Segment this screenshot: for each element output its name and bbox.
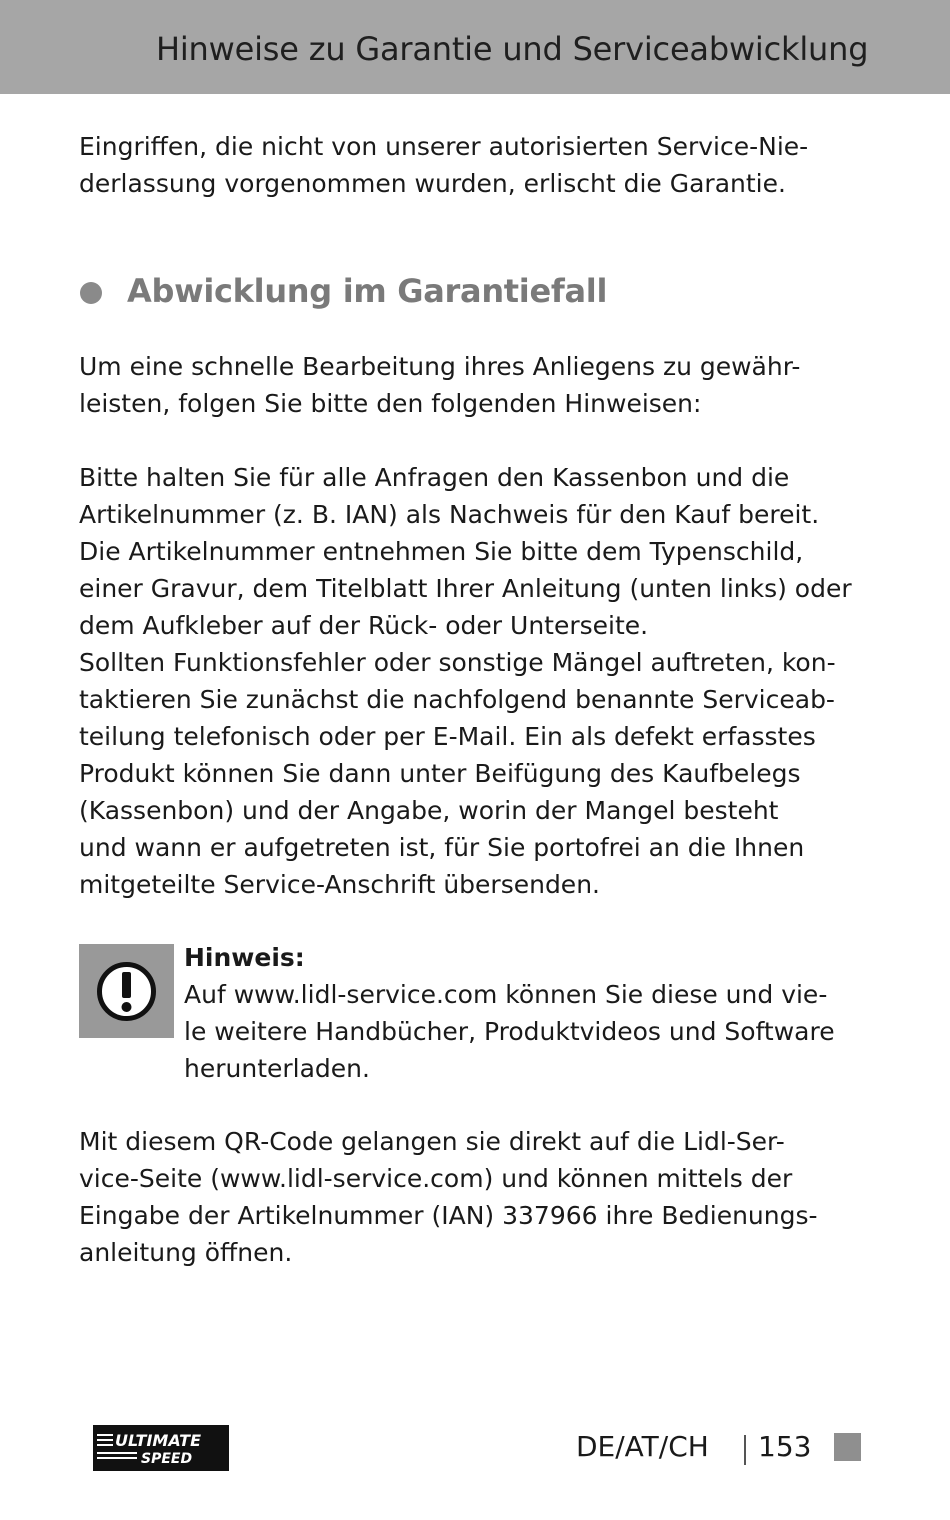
text-line: Bitte halten Sie für alle Anfragen den Kassenbon und die	[79, 463, 790, 492]
footer-region: DE/AT/CH	[576, 1430, 709, 1463]
logo-text-top: ULTIMATE	[115, 1431, 202, 1450]
text-line: Um eine schnelle Bearbeitung ihres Anliegens zu gewähr-	[79, 352, 801, 381]
exclamation-circle-icon	[95, 960, 158, 1023]
text-line: leisten, folgen Sie bitte den folgenden Hinweisen:	[79, 389, 702, 418]
text-line: Sollten Funktionsfehler oder sonstige Mängel auftreten, kon-	[79, 648, 836, 677]
text-line: taktieren Sie zunächst die nachfolgend benannte Serviceab-	[79, 685, 835, 714]
brand-logo	[93, 1425, 229, 1471]
intro-paragraph	[79, 128, 879, 202]
logo-text-bottom: SPEED	[141, 1451, 193, 1467]
text-line: Die Artikelnummer entnehmen Sie bitte dem Typenschild,	[79, 537, 804, 566]
text-line: derlassung vorgenommen wurden, erlischt die Garantie.	[79, 169, 786, 198]
text-line: dem Aufkleber auf der Rück- oder Unterseite.	[79, 611, 649, 640]
text-line: Produkt können Sie dann unter Beifügung des Kaufbelegs	[79, 759, 801, 788]
bullet-icon	[80, 282, 102, 304]
paragraph-instructions	[79, 459, 879, 903]
note-icon-box	[79, 944, 174, 1038]
note-text-line: le weitere Handbücher, Produktvideos und Software	[184, 1017, 835, 1046]
footer-divider	[744, 1435, 746, 1465]
header-title: Hinweise zu Garantie und Serviceabwicklung	[156, 30, 869, 68]
note-heading: Hinweis:	[184, 943, 305, 972]
text-line: anleitung öffnen.	[79, 1238, 293, 1267]
text-line: Eingabe der Artikelnummer (IAN) 337966 ihre Bedienungs-	[79, 1201, 818, 1230]
paragraph-intro-handling	[79, 348, 879, 422]
page-marker-square	[834, 1433, 861, 1461]
paragraph-qr-code	[79, 1123, 879, 1271]
note-text-line: Auf www.lidl-service.com können Sie diese und vie-	[184, 980, 828, 1009]
page-header	[0, 0, 950, 94]
text-line: Artikelnummer (z. B. IAN) als Nachweis für den Kauf bereit.	[79, 500, 820, 529]
text-line: (Kassenbon) und der Angabe, worin der Mangel besteht	[79, 796, 779, 825]
text-line: und wann er aufgetreten ist, für Sie portofrei an die Ihnen	[79, 833, 805, 862]
note-text-line: herunterladen.	[184, 1054, 370, 1083]
section-title: Abwicklung im Garantiefall	[127, 272, 608, 310]
text-line: teilung telefonisch oder per E-Mail. Ein als defekt erfasstes	[79, 722, 816, 751]
text-line: Eingriffen, die nicht von unserer autorisierten Service-Nie-	[79, 132, 809, 161]
text-line: Mit diesem QR-Code gelangen sie direkt auf die Lidl-Ser-	[79, 1127, 785, 1156]
text-line: vice-Seite (www.lidl-service.com) und können mittels der	[79, 1164, 793, 1193]
text-line: einer Gravur, dem Titelblatt Ihrer Anleitung (unten links) oder	[79, 574, 852, 603]
note-block	[184, 939, 884, 1087]
page-number: 153	[758, 1430, 812, 1463]
text-line: mitgeteilte Service-Anschrift übersenden.	[79, 870, 600, 899]
